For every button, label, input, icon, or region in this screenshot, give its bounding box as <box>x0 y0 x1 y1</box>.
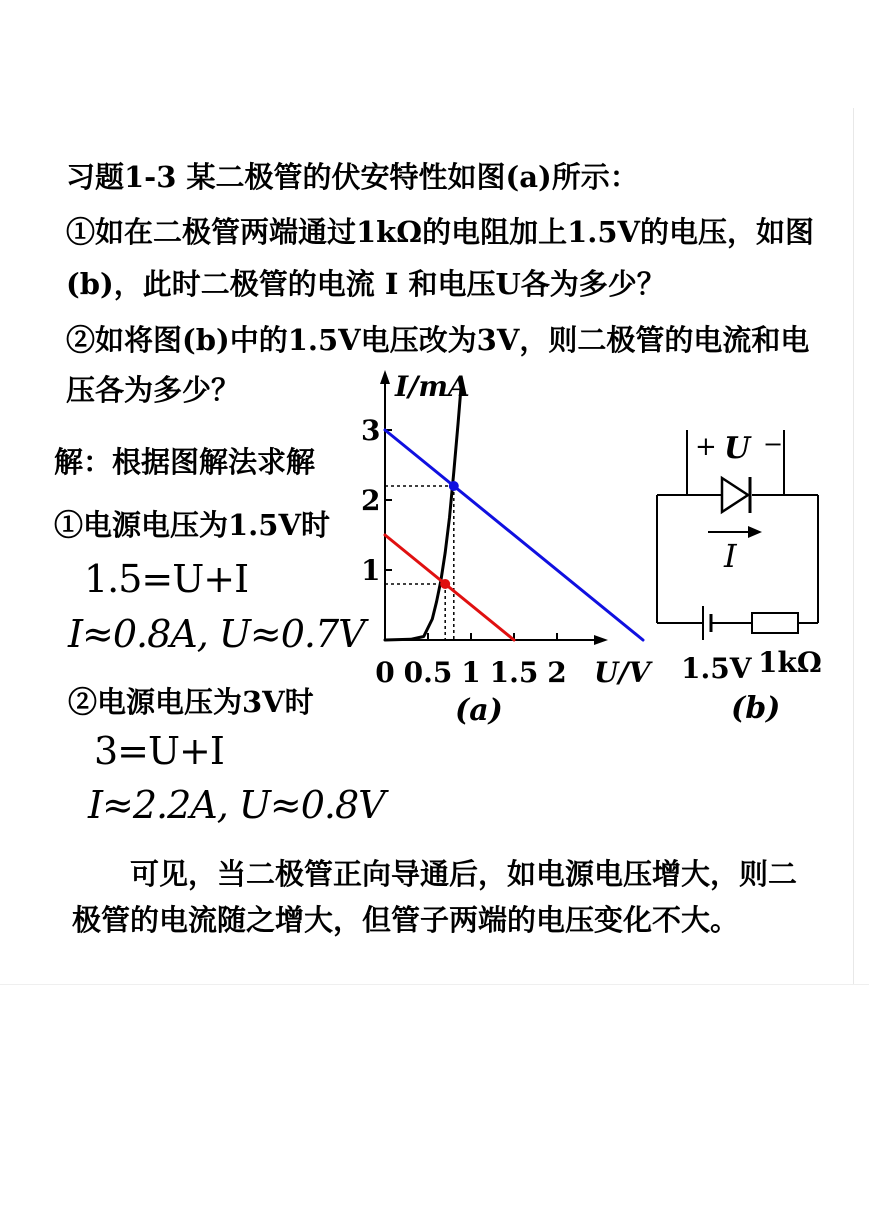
question-2-line-1: ②如将图(b)中的1.5V电压改为3V，则二极管的电流和电 <box>66 323 810 357</box>
operating-point <box>440 579 450 589</box>
circuit-caption: (b) <box>731 691 781 726</box>
question-1-line-1: ①如在二极管两端通过1kΩ的电阻加上1.5V的电压，如图 <box>66 215 815 249</box>
source-voltage-label: 1.5V <box>681 652 752 685</box>
x-axis-arrow <box>594 635 608 645</box>
x-tick-label: 1 <box>461 656 481 689</box>
case-1-equation: 1.5=U+I <box>84 557 249 601</box>
series-line <box>385 430 643 640</box>
chart-caption: (a) <box>455 693 503 728</box>
y-tick-label: 2 <box>361 484 381 517</box>
series-line <box>385 535 514 640</box>
question-2-line-2: 压各为多少？ <box>66 373 241 407</box>
y-tick-label: 1 <box>361 554 381 587</box>
conclusion-line-2: 极管的电流随之增大，但管子两端的电压变化不大。 <box>72 903 740 937</box>
conclusion-line-1: 可见，当二极管正向导通后，如电源电压增大，则二 <box>130 857 798 891</box>
resistor-value-label: 1kΩ <box>758 646 822 679</box>
case-1-result: I≈0.8A, U≈0.7V <box>68 612 365 656</box>
series-line <box>385 381 462 640</box>
x-tick-label: 0.5 <box>403 656 453 689</box>
operating-point <box>449 481 459 491</box>
case-2-label: ②电源电压为3V时 <box>68 685 314 719</box>
circuit-plus-sign: + <box>695 432 717 462</box>
resistor-icon <box>752 613 798 633</box>
problem-title: 习题1-3 某二极管的伏安特性如图(a)所示： <box>66 160 639 194</box>
circuit-voltage-label: U <box>724 431 751 466</box>
case-1-label: ①电源电压为1.5V时 <box>54 508 330 542</box>
current-arrow-head <box>748 526 762 538</box>
circuit-minus-sign: − <box>763 430 784 458</box>
case-2-equation: 3=U+I <box>94 729 224 773</box>
x-axis-label: U/V <box>594 656 651 689</box>
x-tick-label: 2 <box>547 656 567 689</box>
circuit-current-label: I <box>724 537 737 575</box>
solution-heading: 解：根据图解法求解 <box>54 445 316 479</box>
diode-icon <box>722 478 748 512</box>
y-tick-label: 3 <box>361 414 381 447</box>
question-1-line-2: (b)，此时二极管的电流 I 和电压U各为多少？ <box>66 267 666 301</box>
y-axis-label: I/mA <box>395 370 470 403</box>
x-tick-label: 0 <box>375 656 395 689</box>
x-tick-label: 1.5 <box>489 656 539 689</box>
case-2-result: I≈2.2A, U≈0.8V <box>88 783 385 827</box>
y-axis-arrow <box>380 370 390 384</box>
